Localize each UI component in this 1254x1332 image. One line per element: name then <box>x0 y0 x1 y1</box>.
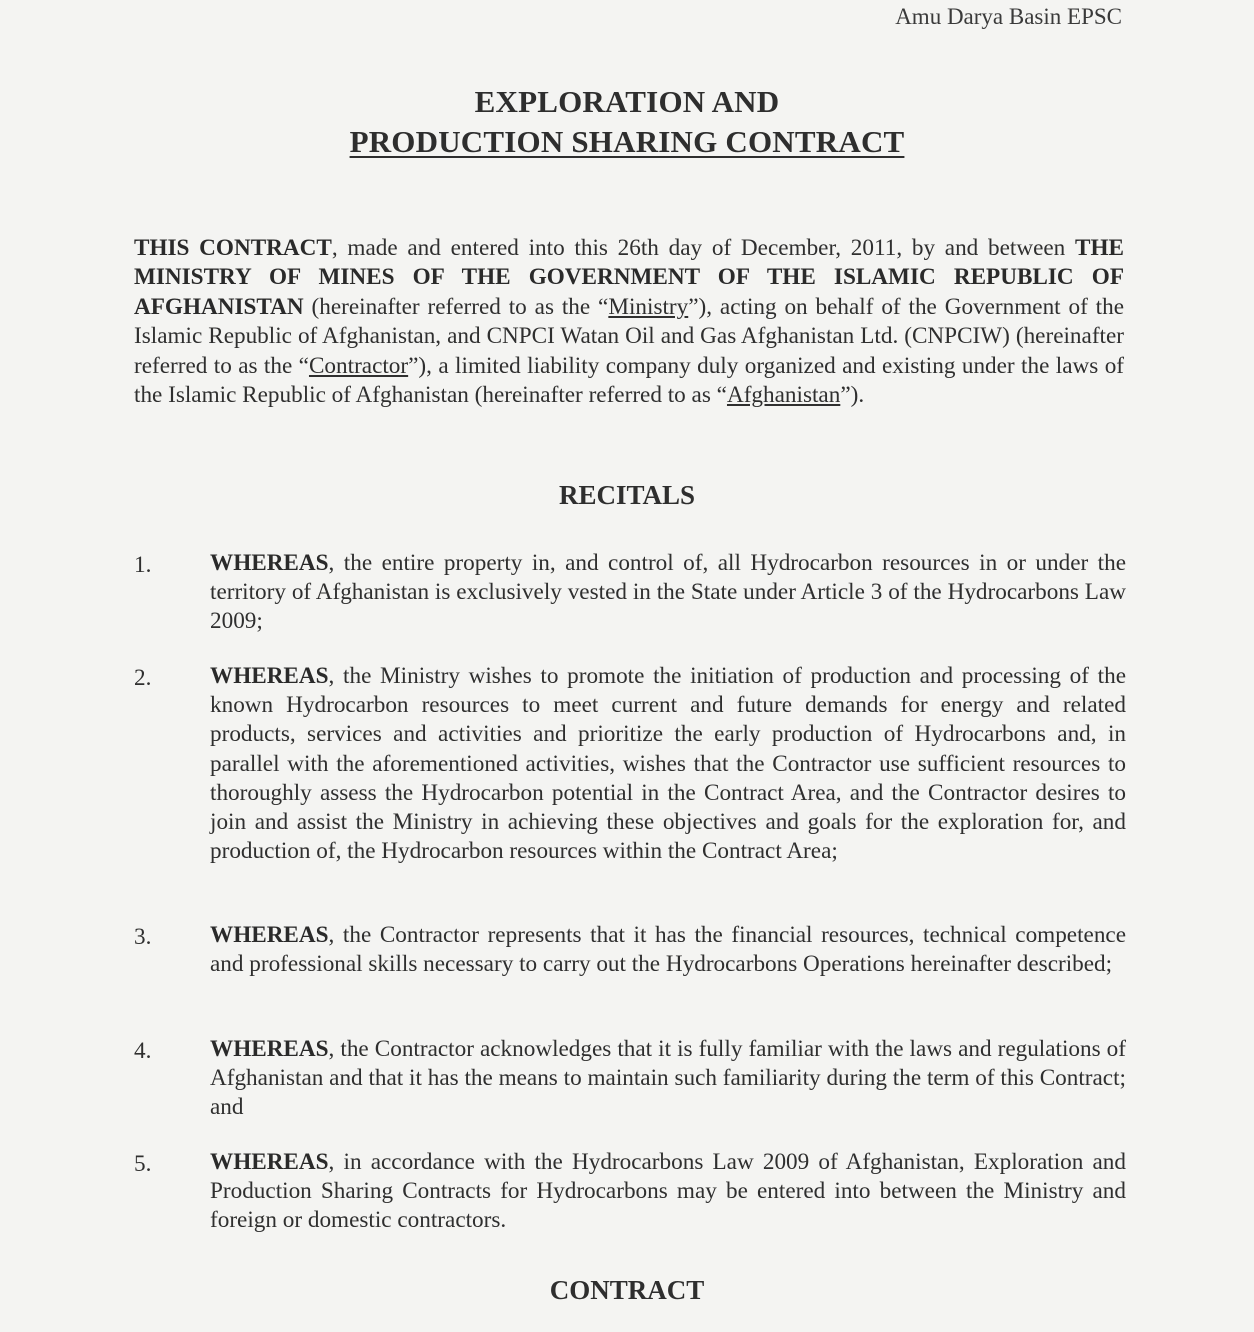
intro-text-5: ”). <box>840 382 865 409</box>
document-reference: Amu Darya Basin EPSC <box>895 4 1122 29</box>
recital-number: 1. <box>134 552 152 578</box>
contract-heading: CONTRACT <box>549 1275 705 1305</box>
recital-text: , the Contractor acknowledges that it is fully familiar with the laws and regulations of Afghanistan and that it has the means to maintain such familiarity during the term of this Contract; and <box>210 1036 1126 1121</box>
intro-text-3: ”), acting on behalf of the Government of the Islamic Republic of Afghanistan, and CNPCI Watan Oil and Gas Afghanistan Ltd. (CNPCIW) (hereinafter referred to as the “ <box>134 293 1125 379</box>
document-title <box>0 82 1254 162</box>
recital-item <box>134 1035 1126 1123</box>
intro-lead: THIS CONTRACT <box>134 235 332 261</box>
recital-number: 3. <box>134 924 152 950</box>
recital-body <box>210 549 1126 637</box>
recital-keyword: WHEREAS <box>210 922 329 948</box>
recital-keyword: WHEREAS <box>210 1036 329 1062</box>
defined-term-ministry: Ministry <box>608 293 689 320</box>
recital-number: 4. <box>134 1038 152 1064</box>
recital-item <box>134 1148 1126 1236</box>
defined-term-contractor: Contractor <box>308 352 409 379</box>
intro-text-4: ”), a limited liability company duly organized and existing under the laws of the Islamic Republic of Afghanistan (hereinafter referred to as “ <box>134 352 1125 409</box>
recital-text: , in accordance with the Hydrocarbons Law 2009 of Afghanistan, Exploration and Production Sharing Contracts for Hydrocarbons may be entered into between the Ministry and foreign or domestic contractors. <box>210 1149 1126 1234</box>
recital-item <box>134 549 1126 637</box>
title-line-2: PRODUCTION SHARING CONTRACT <box>349 124 905 159</box>
intro-text-2: (hereinafter referred to as the “ <box>303 293 609 320</box>
recital-body <box>210 662 1126 866</box>
recital-item <box>134 662 1126 866</box>
defined-term-afghanistan: Afghanistan <box>726 382 841 409</box>
recital-keyword: WHEREAS <box>210 1149 329 1175</box>
recital-keyword: WHEREAS <box>210 550 329 576</box>
recital-item <box>134 921 1126 979</box>
recital-keyword: WHEREAS <box>210 663 329 689</box>
intro-text-1: , made and entered into this 26th day of December, 2011, by and between <box>331 235 1076 261</box>
recital-text: , the Ministry wishes to promote the initiation of production and processing of the known Hydrocarbon resources to meet current and future demands for energy and related products, services and activities and prioritize the early production of Hydrocarbons and, in parallel with the aforementioned activities, wishes that the Contractor use sufficient resources to thoroughly assess the Hydrocarbon potential in the Contract Area, and the Contractor desires to join and assist the Ministry in achieving these objectives and goals for the exploration for, and production of, the Hydrocarbon resources within the Contract Area; <box>210 663 1126 865</box>
recital-text: , the entire property in, and control of, all Hydrocarbon resources in or under the territory of Afghanistan is exclusively vested in the State under Article 3 of the Hydrocarbons Law 2009; <box>210 550 1126 635</box>
recital-number: 5. <box>134 1151 152 1177</box>
intro-party-ministry: THE MINISTRY OF MINES OF THE GOVERNMENT OF THE ISLAMIC REPUBLIC OF AFGHANISTAN <box>134 235 1124 320</box>
intro-paragraph <box>134 234 1124 410</box>
recital-text: , the Contractor represents that it has the financial resources, technical competence and professional skills necessary to carry out the Hydrocarbons Operations hereinafter described; <box>210 922 1126 978</box>
recital-body <box>210 921 1126 979</box>
recital-body <box>210 1035 1126 1123</box>
title-line-1: EXPLORATION AND <box>474 84 780 119</box>
recital-number: 2. <box>134 665 152 691</box>
recitals-heading: RECITALS <box>558 480 696 510</box>
recital-body <box>210 1148 1126 1236</box>
